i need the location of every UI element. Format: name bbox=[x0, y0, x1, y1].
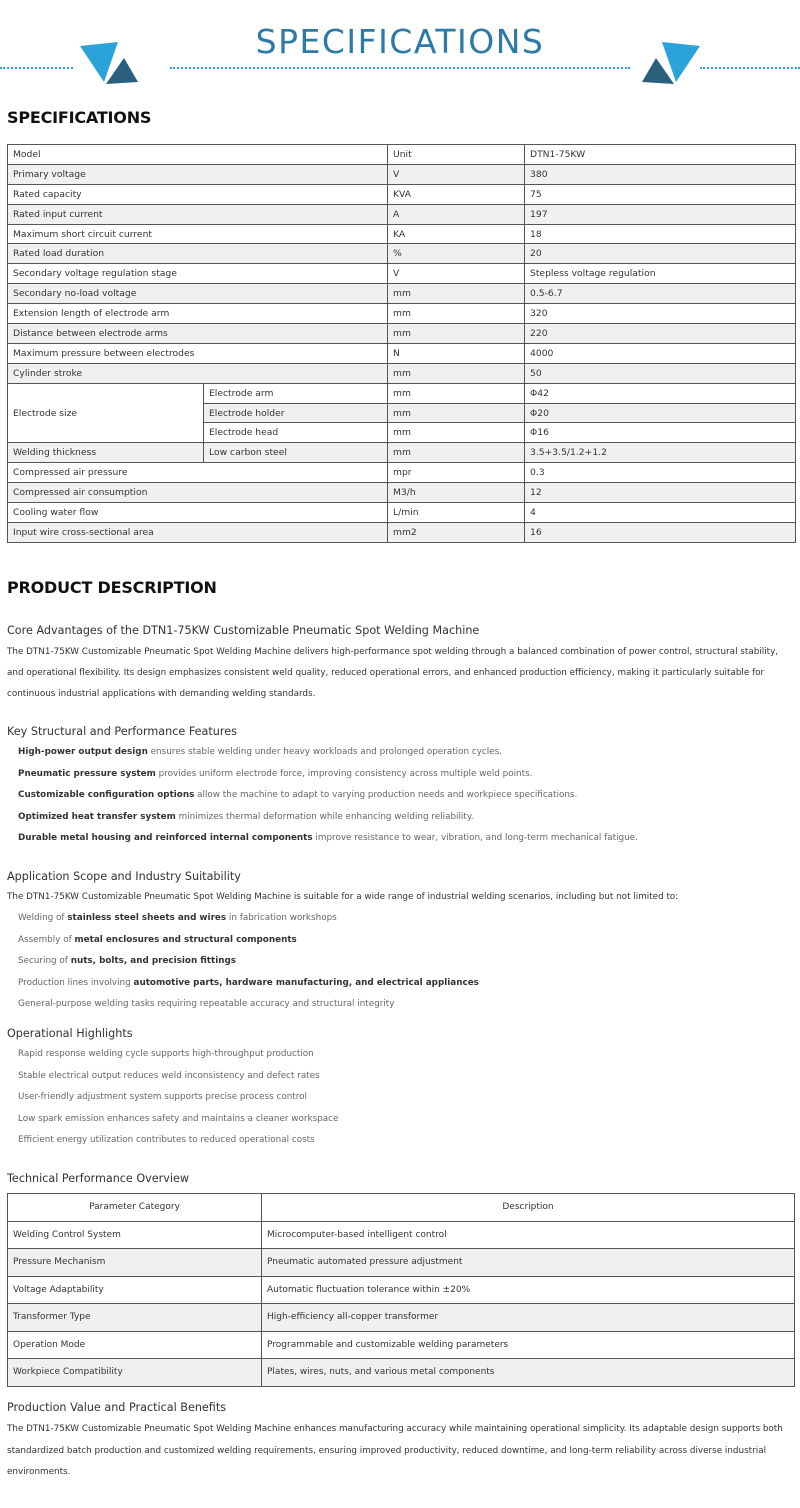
application-title: Application Scope and Industry Suitability bbox=[7, 870, 241, 883]
performance-category: Welding Control System bbox=[8, 1221, 262, 1249]
dotted-rule-center bbox=[170, 67, 630, 69]
feature-item bbox=[0, 785, 800, 807]
spec-unit: mm bbox=[388, 403, 525, 423]
application-item-pre: Production lines involving bbox=[18, 977, 134, 988]
spec-row bbox=[8, 463, 796, 483]
highlight-item: Rapid response welding cycle supports high-throughput production bbox=[18, 1049, 314, 1059]
spec-unit: L/min bbox=[388, 503, 525, 523]
application-item-bold: automotive parts, hardware manufacturing, and electrical appliances bbox=[133, 977, 479, 988]
application-item-bold: stainless steel sheets and wires bbox=[67, 913, 227, 923]
feature-item bbox=[0, 742, 800, 764]
application-item bbox=[0, 973, 800, 995]
spec-unit: KA bbox=[388, 224, 525, 244]
spec-sub-param: Electrode arm bbox=[204, 383, 388, 403]
spec-row bbox=[8, 164, 796, 184]
performance-description: High-efficiency all-copper transformer bbox=[262, 1304, 795, 1332]
spec-value: Φ20 bbox=[525, 403, 796, 423]
spec-unit: N bbox=[388, 343, 525, 363]
spec-unit: mm2 bbox=[388, 522, 525, 542]
spec-row bbox=[8, 522, 796, 542]
spec-sub-param: Electrode head bbox=[204, 423, 388, 443]
performance-description: Pneumatic automated pressure adjustment bbox=[262, 1249, 795, 1277]
application-section bbox=[0, 870, 800, 1016]
value-text: The DTN1-75KW Customizable Pneumatic Spot Welding Machine enhances manufacturing accuracy while maintaining operational simplicity. Its adaptable design supports both standardized batch production and customized welding requirements, ensuring improved productivity, reduced downtime, and long-term reliability across diverse industrial environments. bbox=[7, 1424, 783, 1477]
core-advantages-text: The DTN1-75KW Customizable Pneumatic Spot Welding Machine delivers high-performance spot welding through a balanced combination of power control, structural stability, and operational flexibility. Its design emphasizes consistent weld quality, reduced operational errors, and enhanced production efficiency, making it particularly suitable for continuous industrial applications with demanding welding standards. bbox=[7, 647, 779, 699]
spec-row bbox=[8, 363, 796, 383]
feature-item-bold: Pneumatic pressure system bbox=[18, 768, 156, 779]
highlights-section bbox=[0, 1027, 800, 1152]
performance-description: Automatic fluctuation tolerance within ±20% bbox=[262, 1276, 795, 1304]
banner-title: SPECIFICATIONS bbox=[255, 22, 545, 61]
spec-param: Compressed air consumption bbox=[8, 483, 388, 503]
spec-row bbox=[8, 145, 796, 165]
highlight-item: Low spark emission enhances safety and maintains a cleaner workspace bbox=[18, 1113, 339, 1124]
spec-unit: A bbox=[388, 204, 525, 224]
spec-row bbox=[8, 184, 796, 204]
spec-unit: mm bbox=[388, 423, 525, 443]
spec-row bbox=[8, 324, 796, 344]
spec-value: 0.3 bbox=[525, 463, 796, 483]
value-section bbox=[0, 1401, 800, 1484]
spec-param: Secondary no-load voltage bbox=[8, 284, 388, 304]
spec-unit: mm bbox=[388, 284, 525, 304]
application-item-pre: Welding of bbox=[18, 913, 68, 923]
spec-param: Model bbox=[8, 145, 388, 165]
spec-sub-param: Electrode holder bbox=[204, 403, 388, 423]
spec-row bbox=[8, 503, 796, 523]
performance-category: Workpiece Compatibility bbox=[8, 1359, 262, 1387]
feature-item bbox=[0, 828, 800, 850]
spec-param: Cooling water flow bbox=[8, 503, 388, 523]
feature-item bbox=[0, 807, 800, 829]
triangle-decoration-right-icon bbox=[640, 40, 702, 86]
spec-param: Extension length of electrode arm bbox=[8, 304, 388, 324]
application-item bbox=[0, 951, 800, 973]
spec-value: 4 bbox=[525, 503, 796, 523]
application-item bbox=[0, 908, 800, 930]
performance-row bbox=[8, 1276, 795, 1304]
spec-row bbox=[8, 304, 796, 324]
performance-description: Microcomputer-based intelligent control bbox=[262, 1221, 795, 1249]
core-advantages-section bbox=[0, 624, 800, 705]
spec-row bbox=[8, 443, 796, 463]
feature-item-bold: Optimized heat transfer system bbox=[18, 811, 176, 822]
performance-row bbox=[8, 1221, 795, 1249]
spec-row bbox=[8, 383, 796, 403]
spec-value: 197 bbox=[525, 204, 796, 224]
performance-title: Technical Performance Overview bbox=[7, 1172, 190, 1185]
feature-item-bold: High-power output design bbox=[18, 747, 148, 757]
highlight-item: User-friendly adjustment system supports precise process control bbox=[18, 1092, 308, 1102]
feature-item-bold: Durable metal housing and reinforced internal components bbox=[18, 833, 313, 843]
spec-value: 75 bbox=[525, 184, 796, 204]
core-advantages-title: Core Advantages of the DTN1-75KW Customizable Pneumatic Spot Welding Machine bbox=[7, 624, 480, 637]
feature-item-text: improve resistance to wear, vibration, and long-term mechanical fatigue. bbox=[312, 833, 638, 843]
spec-param: Rated load duration bbox=[8, 244, 388, 264]
application-intro: The DTN1-75KW Customizable Pneumatic Spot Welding Machine is suitable for a wide range of industrial welding scenarios, including but not limited to: bbox=[7, 892, 679, 902]
spec-param: Rated capacity bbox=[8, 184, 388, 204]
feature-item-text: provides uniform electrode force, improving consistency across multiple weld points. bbox=[155, 768, 533, 779]
spec-value: Stepless voltage regulation bbox=[525, 264, 796, 284]
spec-param: Input wire cross-sectional area bbox=[8, 522, 388, 542]
spec-value: DTN1-75KW bbox=[525, 145, 796, 165]
spec-row bbox=[8, 224, 796, 244]
spec-param: Compressed air pressure bbox=[8, 463, 388, 483]
product-description-heading: PRODUCT DESCRIPTION bbox=[7, 578, 217, 597]
features-section bbox=[0, 725, 800, 850]
spec-value: 0.5-6.7 bbox=[525, 284, 796, 304]
specifications-table bbox=[7, 144, 796, 543]
value-title: Production Value and Practical Benefits bbox=[7, 1401, 227, 1414]
application-item bbox=[0, 930, 800, 952]
highlight-item: Efficient energy utilization contributes to reduced operational costs bbox=[18, 1135, 315, 1145]
spec-unit: V bbox=[388, 264, 525, 284]
feature-item-bold: Customizable configuration options bbox=[18, 790, 195, 800]
performance-header-description: Description bbox=[262, 1194, 795, 1222]
spec-unit: Unit bbox=[388, 145, 525, 165]
performance-description: Programmable and customizable welding parameters bbox=[262, 1331, 795, 1359]
spec-row bbox=[8, 244, 796, 264]
performance-description: Plates, wires, nuts, and various metal components bbox=[262, 1359, 795, 1387]
spec-unit: mm bbox=[388, 324, 525, 344]
spec-sub-param: Low carbon steel bbox=[204, 443, 388, 463]
spec-value: Φ42 bbox=[525, 383, 796, 403]
highlight-item: Stable electrical output reduces weld inconsistency and defect rates bbox=[18, 1070, 320, 1081]
spec-row bbox=[8, 204, 796, 224]
spec-param: Maximum pressure between electrodes bbox=[8, 343, 388, 363]
spec-param: Distance between electrode arms bbox=[8, 324, 388, 344]
page-banner bbox=[0, 0, 800, 96]
dotted-rule-right bbox=[700, 67, 800, 69]
specifications-heading: SPECIFICATIONS bbox=[7, 108, 152, 127]
spec-unit: mm bbox=[388, 443, 525, 463]
highlights-title: Operational Highlights bbox=[7, 1027, 133, 1040]
application-item-pre: Assembly of bbox=[18, 934, 75, 945]
feature-item bbox=[0, 764, 800, 786]
spec-unit: M3/h bbox=[388, 483, 525, 503]
spec-unit: KVA bbox=[388, 184, 525, 204]
performance-row bbox=[8, 1331, 795, 1359]
spec-value: 4000 bbox=[525, 343, 796, 363]
spec-unit: mm bbox=[388, 363, 525, 383]
spec-unit: mm bbox=[388, 304, 525, 324]
features-title: Key Structural and Performance Features bbox=[7, 725, 237, 738]
spec-value: Φ16 bbox=[525, 423, 796, 443]
spec-value: 20 bbox=[525, 244, 796, 264]
spec-value: 380 bbox=[525, 164, 796, 184]
spec-row bbox=[8, 264, 796, 284]
performance-row bbox=[8, 1304, 795, 1332]
performance-category: Transformer Type bbox=[8, 1304, 262, 1332]
spec-param: Cylinder stroke bbox=[8, 363, 388, 383]
application-item-pre: General-purpose welding tasks requiring repeatable accuracy and structural integrity bbox=[18, 999, 395, 1009]
spec-value: 16 bbox=[525, 522, 796, 542]
spec-param: Welding thickness bbox=[8, 443, 204, 463]
performance-category: Voltage Adaptability bbox=[8, 1276, 262, 1304]
application-item-bold: metal enclosures and structural components bbox=[74, 934, 297, 945]
spec-unit: V bbox=[388, 164, 525, 184]
spec-row bbox=[8, 343, 796, 363]
spec-param: Maximum short circuit current bbox=[8, 224, 388, 244]
performance-section bbox=[0, 1172, 800, 1185]
application-item bbox=[0, 994, 800, 1016]
electrode-size-label: Electrode size bbox=[8, 383, 204, 443]
spec-value: 320 bbox=[525, 304, 796, 324]
feature-item-text: ensures stable welding under heavy workloads and prolonged operation cycles. bbox=[147, 747, 502, 757]
spec-param: Secondary voltage regulation stage bbox=[8, 264, 388, 284]
application-item-pre: Securing of bbox=[18, 956, 71, 966]
feature-item-text: allow the machine to adapt to varying production needs and workpiece specifications. bbox=[194, 790, 578, 800]
spec-value: 3.5+3.5/1.2+1.2 bbox=[525, 443, 796, 463]
spec-row bbox=[8, 284, 796, 304]
performance-header-category: Parameter Category bbox=[8, 1194, 262, 1222]
spec-value: 50 bbox=[525, 363, 796, 383]
performance-category: Pressure Mechanism bbox=[8, 1249, 262, 1277]
spec-unit: mpr bbox=[388, 463, 525, 483]
performance-category: Operation Mode bbox=[8, 1331, 262, 1359]
application-item-post: in fabrication workshops bbox=[226, 913, 337, 923]
spec-param: Rated input current bbox=[8, 204, 388, 224]
dotted-rule-left bbox=[0, 67, 73, 69]
spec-unit: % bbox=[388, 244, 525, 264]
spec-value: 12 bbox=[525, 483, 796, 503]
spec-row bbox=[8, 483, 796, 503]
spec-value: 220 bbox=[525, 324, 796, 344]
application-item-bold: nuts, bolts, and precision fittings bbox=[70, 956, 237, 966]
spec-unit: mm bbox=[388, 383, 525, 403]
performance-row bbox=[8, 1359, 795, 1387]
spec-value: 18 bbox=[525, 224, 796, 244]
feature-item-text: minimizes thermal deformation while enhancing welding reliability. bbox=[175, 811, 474, 822]
performance-row bbox=[8, 1249, 795, 1277]
performance-table bbox=[7, 1193, 795, 1387]
spec-param: Primary voltage bbox=[8, 164, 388, 184]
